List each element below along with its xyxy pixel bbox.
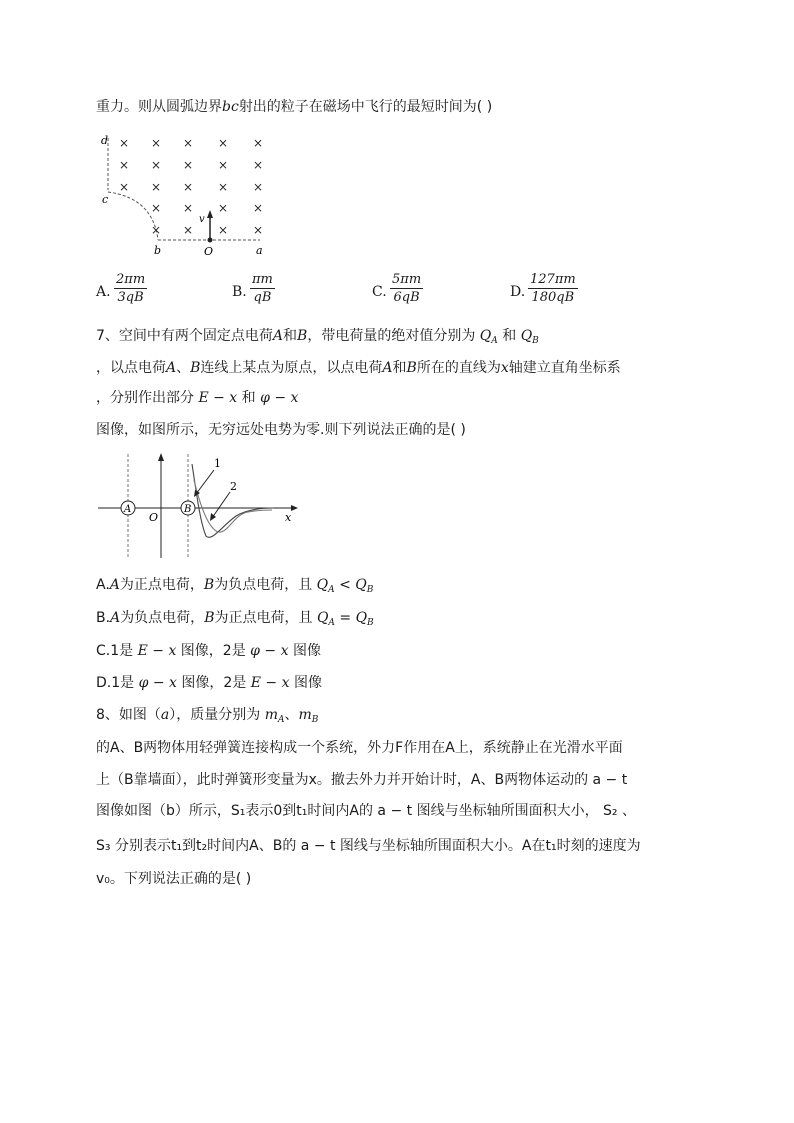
q7-option-a[interactable] (96, 575, 373, 600)
option-fraction (114, 272, 147, 306)
field-x-mark: × (218, 158, 229, 172)
q7-option-b[interactable] (96, 608, 374, 633)
var-A: A (382, 360, 393, 376)
label-1: 1 (214, 457, 221, 470)
field-x-mark: × (183, 180, 194, 194)
text: 为负点电荷， (120, 610, 205, 626)
q6-magnetic-field-figure (98, 128, 278, 260)
var-B: B (203, 577, 215, 593)
label-O: O (149, 511, 159, 524)
q6-stem-var: bc (222, 99, 239, 115)
fraction-denominator: 3qB (114, 288, 147, 306)
text: 和 (392, 360, 407, 376)
expr-E-x: E − x (137, 643, 177, 659)
var-m: m (298, 707, 312, 723)
text: 和 (237, 390, 261, 406)
text: 图像 (289, 675, 322, 691)
subscript: A (328, 618, 335, 628)
fraction-denominator: 6qB (390, 288, 423, 306)
pointer-2 (212, 492, 230, 518)
text: 、 (284, 707, 299, 723)
pointer-1 (196, 470, 214, 494)
label-d: d (101, 134, 109, 147)
text: ），质量分别为 (169, 707, 265, 723)
var-Q: Q (316, 577, 329, 593)
subscript: A (328, 585, 335, 595)
text: 图像，2是 (176, 643, 251, 659)
text: 和 (497, 328, 521, 344)
text: 图像，2是 (176, 675, 251, 691)
q7-field-potential-figure (96, 450, 306, 562)
text: 、 (176, 360, 191, 376)
origin-point (208, 238, 213, 243)
field-x-mark: × (119, 136, 130, 150)
field-x-mark: × (151, 136, 162, 150)
var-B: B (406, 360, 417, 376)
label-b: b (154, 244, 162, 257)
var-A: A (272, 328, 284, 344)
var-Q: Q (355, 610, 368, 626)
option-label: B. (232, 284, 247, 300)
var-a: a (160, 707, 170, 723)
text: 为正点电荷， (119, 577, 204, 593)
fraction-denominator: 180qB (528, 288, 578, 306)
q6-option-c[interactable] (372, 272, 432, 312)
field-x-mark: × (183, 158, 194, 172)
var-Q: Q (479, 328, 492, 344)
q8-line-5: S₃ 分别表示t₁到t₂时间内A、B的 a − t 图线与坐标轴所围面积大小。A在t₁时刻的速度为 (96, 838, 641, 854)
q6-stem (96, 97, 492, 117)
text: < (334, 577, 356, 593)
q7-option-c[interactable] (96, 641, 321, 661)
velocity-arrowhead (207, 210, 213, 218)
field-x-mark: × (218, 223, 229, 237)
var-A: A (109, 577, 120, 593)
field-x-mark: × (253, 158, 264, 172)
option-fraction (390, 272, 423, 306)
label-a: a (256, 244, 263, 257)
text: 所在的直线为 (416, 360, 501, 376)
field-x-mark: × (183, 136, 194, 150)
expr-E-x: E − x (250, 675, 290, 691)
subscript: B (366, 585, 374, 595)
label-c: c (102, 193, 109, 206)
text: 图像 (288, 643, 321, 659)
field-x-mark: × (218, 180, 229, 194)
fraction-numerator: 5πm (392, 272, 422, 287)
q8-line-3: 上（B靠墙面），此时弹簧形变量为x。撤去外力并开始计时，A、B两物体运动的 a − t (96, 772, 628, 788)
var-A: A (110, 610, 121, 626)
var-B: B (297, 328, 308, 344)
q7-line-4: 图像，如图所示，无穷远处电势为零.则下列说法正确的是( ) (96, 422, 466, 438)
field-x-mark: × (151, 158, 162, 172)
fraction-numerator: πm (252, 272, 273, 287)
label-x: x (285, 511, 292, 524)
curve-1 (192, 464, 274, 537)
var-Q: Q (316, 610, 329, 626)
text: D.1是 (96, 675, 139, 691)
q7-line-2 (96, 358, 621, 378)
expr-phi-x: φ − x (138, 675, 177, 691)
field-x-mark: × (183, 223, 194, 237)
q6-option-d[interactable] (510, 272, 590, 312)
field-x-mark: × (218, 201, 229, 215)
x-axis-arrow (291, 505, 298, 511)
subscript: B (532, 336, 539, 346)
text: ，带电荷量的绝对值分别为 (307, 328, 480, 344)
expr-phi-x: φ − x (250, 643, 289, 659)
field-x-mark: × (119, 158, 130, 172)
fraction-numerator: 127πm (530, 272, 576, 287)
text: 连线上某点为原点，以点电荷 (200, 360, 383, 376)
subscript: B (311, 715, 319, 725)
option-label: C. (372, 284, 387, 300)
field-x-mark: × (183, 201, 194, 215)
field-x-mark: × (253, 223, 264, 237)
q8-line-4: 图像如图（b）所示，S₁表示0到t₁时间内A的 a − t 图线与坐标轴所围面积大小， S₂ 、 (96, 803, 636, 819)
field-x-marks (119, 136, 263, 237)
expr-phi-x: φ − x (260, 390, 299, 406)
text: 为正点电荷，且 (214, 610, 317, 626)
subscript: A (278, 715, 285, 725)
text: = (334, 610, 356, 626)
q6-stem-text-2: 射出的粒子在磁场中飞行的最短时间为( ) (238, 99, 493, 115)
q8-line-2: 的A、B两物体用轻弹簧连接构成一个系统，外力F作用在A上，系统静止在光滑水平面 (96, 740, 623, 756)
q7-line-3 (96, 388, 298, 408)
option-fraction (528, 272, 578, 306)
option-fraction (250, 272, 275, 306)
q6-option-a[interactable] (96, 272, 156, 312)
field-x-mark: × (253, 136, 264, 150)
text: 7、空间中有两个固定点电荷 (96, 328, 273, 344)
var-B: B (204, 610, 215, 626)
text: 轴建立直角坐标系 (508, 360, 621, 376)
subscript: A (491, 336, 498, 346)
field-x-mark: × (218, 136, 229, 150)
field-x-mark: × (119, 180, 130, 194)
var-m: m (264, 707, 279, 723)
var-Q: Q (355, 577, 367, 593)
field-x-mark: × (253, 180, 264, 194)
text: B. (96, 610, 111, 626)
label-A: A (124, 504, 132, 515)
var-B: B (190, 360, 201, 376)
field-x-mark: × (253, 201, 264, 215)
option-label: A. (96, 284, 111, 300)
q7-line-1 (96, 326, 539, 351)
text: 8、如图（ (96, 707, 161, 723)
label-v: v (199, 214, 205, 225)
field-x-mark: × (151, 201, 162, 215)
option-label: D. (510, 284, 526, 300)
text: 和 (283, 328, 298, 344)
subscript: B (367, 618, 374, 628)
fraction-denominator: qB (250, 288, 275, 306)
text: A. (96, 577, 110, 593)
label-O: O (204, 245, 214, 258)
y-axis-arrow (158, 453, 164, 461)
q6-stem-text-1: 重力。则从圆弧边界 (96, 99, 222, 115)
var-A: A (166, 360, 177, 376)
var-x: x (500, 360, 509, 376)
text: ，以点电荷 (96, 360, 166, 376)
q8-line-1 (96, 705, 318, 730)
field-x-mark: × (151, 180, 162, 194)
var-Q: Q (520, 328, 533, 344)
expr-E-x: E − x (198, 390, 238, 406)
field-x-mark: × (151, 223, 162, 237)
label-B: B (184, 504, 192, 515)
text: 为负点电荷，且 (214, 577, 317, 593)
fraction-numerator: 2πm (116, 272, 146, 287)
q6-option-b[interactable] (232, 272, 292, 312)
label-2: 2 (230, 480, 237, 493)
q7-option-d[interactable] (96, 673, 322, 693)
text: ，分别作出部分 (96, 390, 199, 406)
text: C.1是 (96, 643, 138, 659)
q8-line-6: v₀。下列说法正确的是( ) (96, 871, 252, 887)
